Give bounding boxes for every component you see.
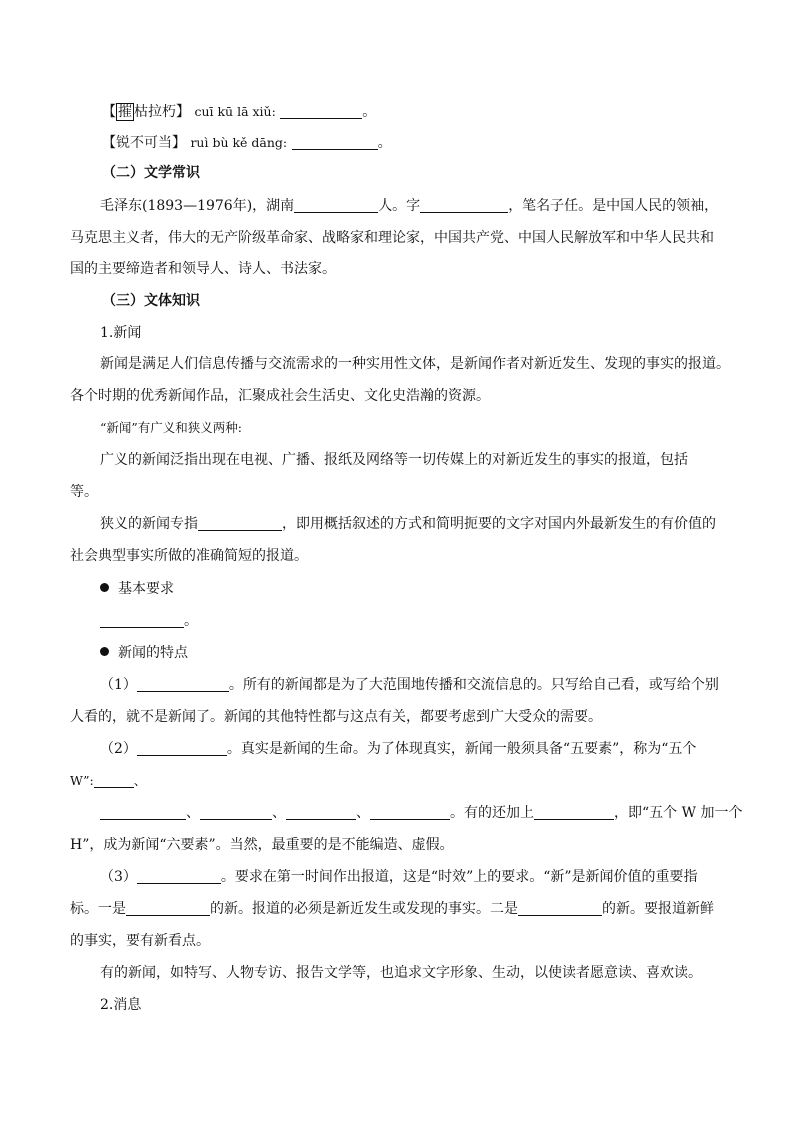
mao-line-1 <box>100 196 740 216</box>
mao-text: ，笔名子任。是中国人民的领袖， <box>508 198 719 214</box>
feature-text: 、 <box>133 773 147 788</box>
narrow-text: ，即用概括叙述的方式和简明扼要的文字对国内外最新发生的有价值的 <box>282 516 716 532</box>
bracket-open: 【 <box>102 104 116 120</box>
fill-blank[interactable] <box>292 135 378 150</box>
closing-paragraph: 有的新闻，如特写、人物专访、报告文学等，也追求文字形象、生动，以使读者愿意读、喜欢读。 <box>100 965 702 981</box>
bracket-open: 【 <box>102 135 116 151</box>
fill-blank[interactable] <box>198 516 282 531</box>
feature-3-line-2 <box>70 899 714 919</box>
news-def-line-1: 新闻是满足人们信息传播与交流需求的一种实用性文体，是新闻作者对新近发生、发现的事实的报道。 <box>100 356 730 372</box>
vocab-pinyin: cuī kū lā xiǔ: <box>194 104 276 119</box>
features-label: 新闻的特点 <box>118 645 188 661</box>
fill-blank[interactable] <box>137 869 221 884</box>
feature-text: 。有的还加上 <box>450 805 534 821</box>
feature-1-line-2: 人看的，就不是新闻了。新闻的其他特性都与这点有关，都要考虑到广大受众的需要。 <box>70 709 602 725</box>
broad-line-2: 等。 <box>70 484 98 500</box>
feature-text: W”: <box>70 773 94 788</box>
fill-blank[interactable] <box>126 901 210 916</box>
feature-text: 的新。报道的必须是新近发生或发现的事实。二是 <box>210 901 518 917</box>
fill-blank[interactable] <box>200 805 272 820</box>
narrow-line-1 <box>100 514 740 534</box>
separator: 、 <box>356 805 370 821</box>
basic-req-answer <box>100 611 740 631</box>
vocab-entry-2 <box>102 133 742 153</box>
fill-blank[interactable] <box>94 773 134 788</box>
message-heading: 2.消息 <box>100 997 142 1013</box>
features-heading <box>100 643 740 663</box>
broad-line-1: 广义的新闻泛指出现在电视、广播、报纸及网络等一切传媒上的对新近发生的事实的报道，包括 <box>100 452 688 468</box>
fill-blank[interactable] <box>137 741 227 756</box>
narrow-text: 狭义的新闻专指 <box>100 516 198 532</box>
feature-2-line-4: H”，成为新闻“六要素”。当然，最重要的是不能编造、虚假。 <box>70 837 454 853</box>
fill-blank[interactable] <box>100 613 184 628</box>
fill-blank[interactable] <box>137 677 229 692</box>
feature-text: 。要求在第一时间作出报道，这是“时效”上的要求。“新”是新闻价值的重要指 <box>220 869 698 885</box>
feature-3-line-3: 的事实，要有新看点。 <box>70 933 210 949</box>
feature-text: 。真实是新闻的生命。为了体现真实，新闻一般须具备“五要素”，称为“五个 <box>226 741 697 757</box>
feature-3-line-1 <box>100 867 740 887</box>
feature-text: 。所有的新闻都是为了大范围地传播和交流信息的。只写给自己看，或写给个别 <box>228 677 719 693</box>
vocab-pinyin: ruì bù kě dāng: <box>190 135 288 150</box>
vocab-end: 。 <box>377 135 392 151</box>
feature-2-line-2 <box>70 771 710 791</box>
feature-2-line-3 <box>100 803 743 823</box>
news-two-kinds: “新闻”有广义和狭义两种: <box>100 420 242 435</box>
vocab-term: 锐不可当 <box>116 135 172 151</box>
fill-blank[interactable] <box>518 901 602 916</box>
bracket-close: 】 <box>176 104 190 120</box>
feature-number: （3） <box>100 869 137 885</box>
feature-number: （2） <box>100 741 137 757</box>
mao-line-3: 国的主要缔造者和领导人、诗人、书法家。 <box>70 261 336 277</box>
fill-blank[interactable] <box>534 805 614 820</box>
boxed-character: 摧 <box>118 104 132 120</box>
fill-blank[interactable] <box>100 805 186 820</box>
fill-blank[interactable] <box>294 198 378 213</box>
feature-2-line-1 <box>100 739 740 759</box>
feature-text: 标。一是 <box>70 901 126 917</box>
fill-blank[interactable] <box>280 104 362 119</box>
news-def-line-2: 各个时期的优秀新闻作品，汇聚成社会生活史、文化史浩瀚的资源。 <box>70 388 490 404</box>
section-title-literary: （二）文学常识 <box>102 165 200 181</box>
fill-blank[interactable] <box>286 805 356 820</box>
narrow-line-2: 社会典型事实所做的准确简短的报道。 <box>70 548 308 564</box>
fill-blank[interactable] <box>370 805 450 820</box>
mao-line-2: 马克思主义者，伟大的无产阶级革命家、战略家和理论家，中国共产党、中国人民解放军和中华人民共和 <box>70 230 714 246</box>
separator: 、 <box>186 805 200 821</box>
vocab-entry-1 <box>102 102 742 122</box>
basic-req-end: 。 <box>184 613 198 629</box>
feature-1-line-1 <box>100 675 740 695</box>
feature-text: 的新。要报道新鲜 <box>602 901 714 917</box>
bracket-close: 】 <box>172 135 186 151</box>
feature-number: （1） <box>100 677 137 693</box>
basic-req-heading <box>100 579 740 599</box>
feature-text: ，即“五个 W 加一个 <box>614 805 743 821</box>
bullet-icon <box>100 647 109 656</box>
mao-text: 人。字 <box>378 198 421 214</box>
mao-text: 毛泽东(1893—1976年)，湖南 <box>100 198 295 214</box>
section-title-genre: （三）文体知识 <box>102 293 200 309</box>
fill-blank[interactable] <box>420 198 508 213</box>
basic-req-label: 基本要求 <box>118 581 174 597</box>
vocab-term: 枯拉朽 <box>134 104 176 120</box>
separator: 、 <box>272 805 286 821</box>
bullet-icon <box>100 583 109 592</box>
vocab-end: 。 <box>362 104 377 120</box>
news-heading: 1.新闻 <box>100 325 142 341</box>
